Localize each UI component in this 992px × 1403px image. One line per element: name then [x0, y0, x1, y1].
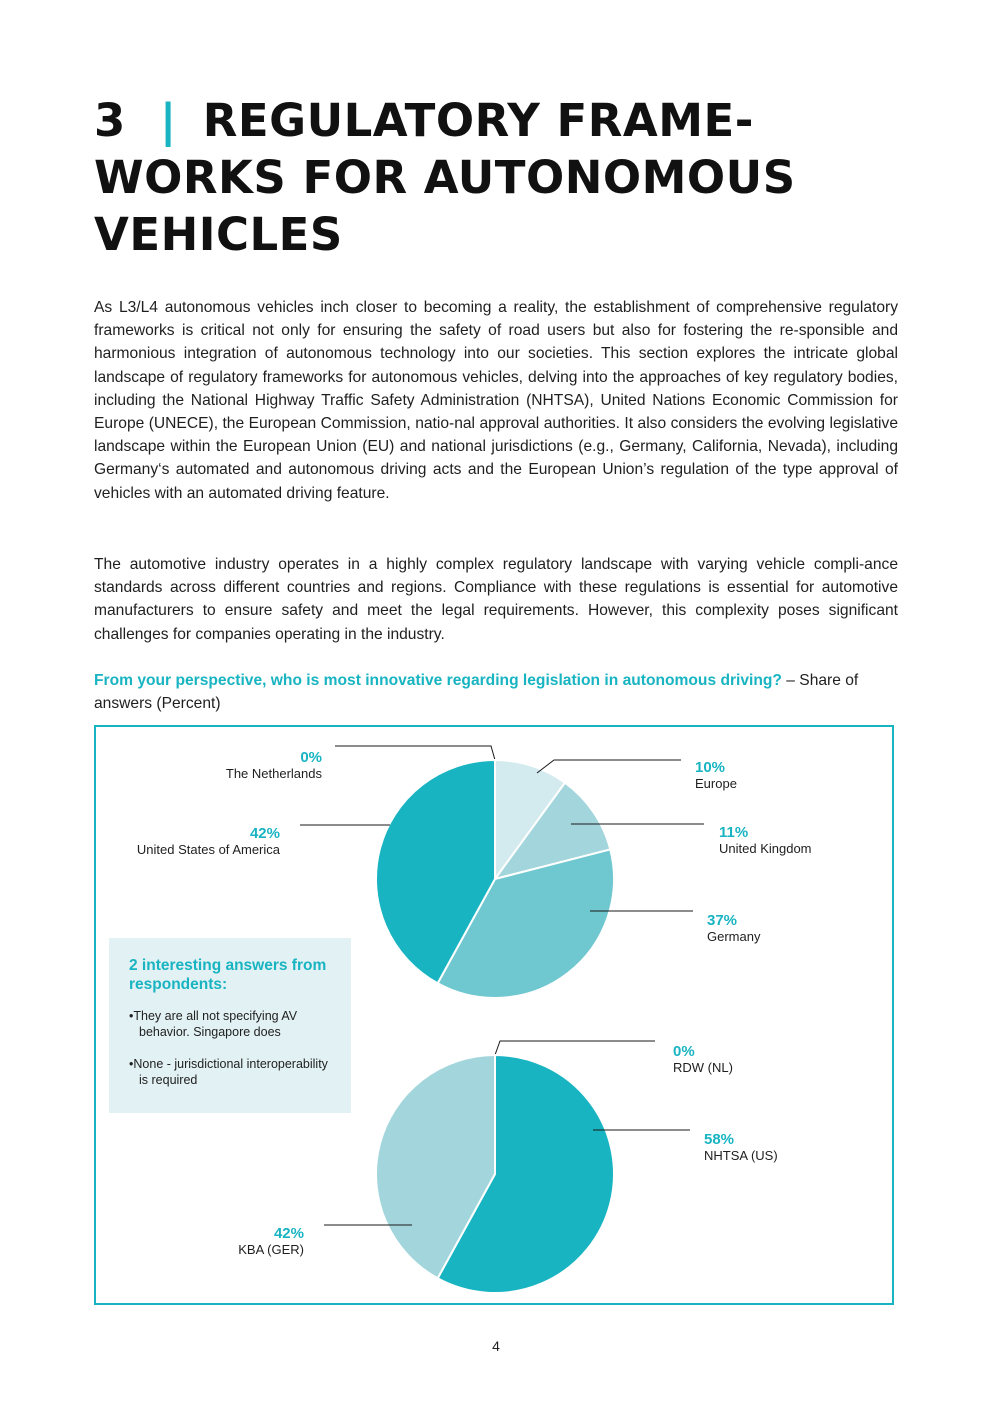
callout-title: 2 interesting answers from respondents:	[129, 957, 327, 993]
slice-value-label: 10%	[695, 759, 726, 776]
respondent-answers-callout	[109, 938, 351, 1113]
title-line-2: WORKS FOR AUTONOMOUS	[94, 151, 796, 204]
leader-line	[335, 746, 495, 760]
callout-item: • They are all not specifying AV behavior. Singapore does	[129, 1008, 331, 1040]
leader-line	[537, 760, 681, 773]
leader-line	[495, 1041, 655, 1055]
callout-list	[129, 1008, 331, 1088]
slice-category-label: Germany	[707, 929, 761, 944]
slice-value-label: 0%	[300, 749, 322, 766]
slice-value-label: 58%	[704, 1131, 735, 1148]
slice-category-label: Europe	[695, 776, 737, 791]
slice-value-label: 0%	[673, 1043, 695, 1060]
page-number: 4	[492, 1338, 500, 1354]
question-text: From your perspective, who is most innovative regarding legislation in autonomous driving?	[94, 672, 782, 689]
slice-value-label: 42%	[273, 1225, 304, 1242]
slice-category-label: United Kingdom	[719, 841, 812, 856]
slice-category-label: The Netherlands	[225, 766, 322, 781]
slice-category-label: KBA (GER)	[238, 1242, 304, 1257]
title-line-3: VEHICLES	[94, 208, 343, 261]
slice-value-label: 42%	[249, 825, 280, 842]
slice-category-label: United States of America	[136, 842, 280, 857]
title-line-1: REGULATORY FRAME-	[202, 94, 754, 147]
section-separator: |	[159, 94, 177, 147]
section-number: 3	[94, 94, 126, 147]
slice-category-label: NHTSA (US)	[704, 1148, 778, 1163]
industry-paragraph: The automotive industry operates in a highly complex regulatory landscape with varying vehicle compli-ance standards across different countries and regions. Compliance with these regulations is essential for automotive manufacturers to ensure safety and meet the legal requirements. However, this complexity poses significant challenges for companies operating in the industry.	[94, 556, 898, 643]
slice-value-label: 37%	[707, 912, 738, 929]
slice-value-label: 11%	[719, 824, 749, 841]
intro-paragraph: As L3/L4 autonomous vehicles inch closer to becoming a reality, the establishment of comprehensive regulatory frameworks is critical not only for ensuring the safety of road users but also for fostering the re-sponsible and harmonious integration of autonomous technology into our societies. This section explores the intricate global landscape of regulatory frameworks for autonomous vehicles, delving into the approaches of key regulatory bodies, including the National Highway Traffic Safety Administration (NHTSA), United Nations Economic Commission for Europe (UNECE), the European Commission, natio-nal approval authorities. It also considers the evolving legislative landscape within the European Union (EU) and national jurisdictions (e.g., Germany, California, Nevada), including Germany‘s automated and autonomous driving acts and the European Union’s regulation of the type approval of vehicles with an automated driving feature.	[94, 299, 898, 502]
slice-category-label: RDW (NL)	[673, 1060, 733, 1075]
callout-item: • None - jurisdictional interoperability is required	[129, 1056, 331, 1088]
question-suffix: – Share of answers (Percent)	[94, 672, 859, 712]
